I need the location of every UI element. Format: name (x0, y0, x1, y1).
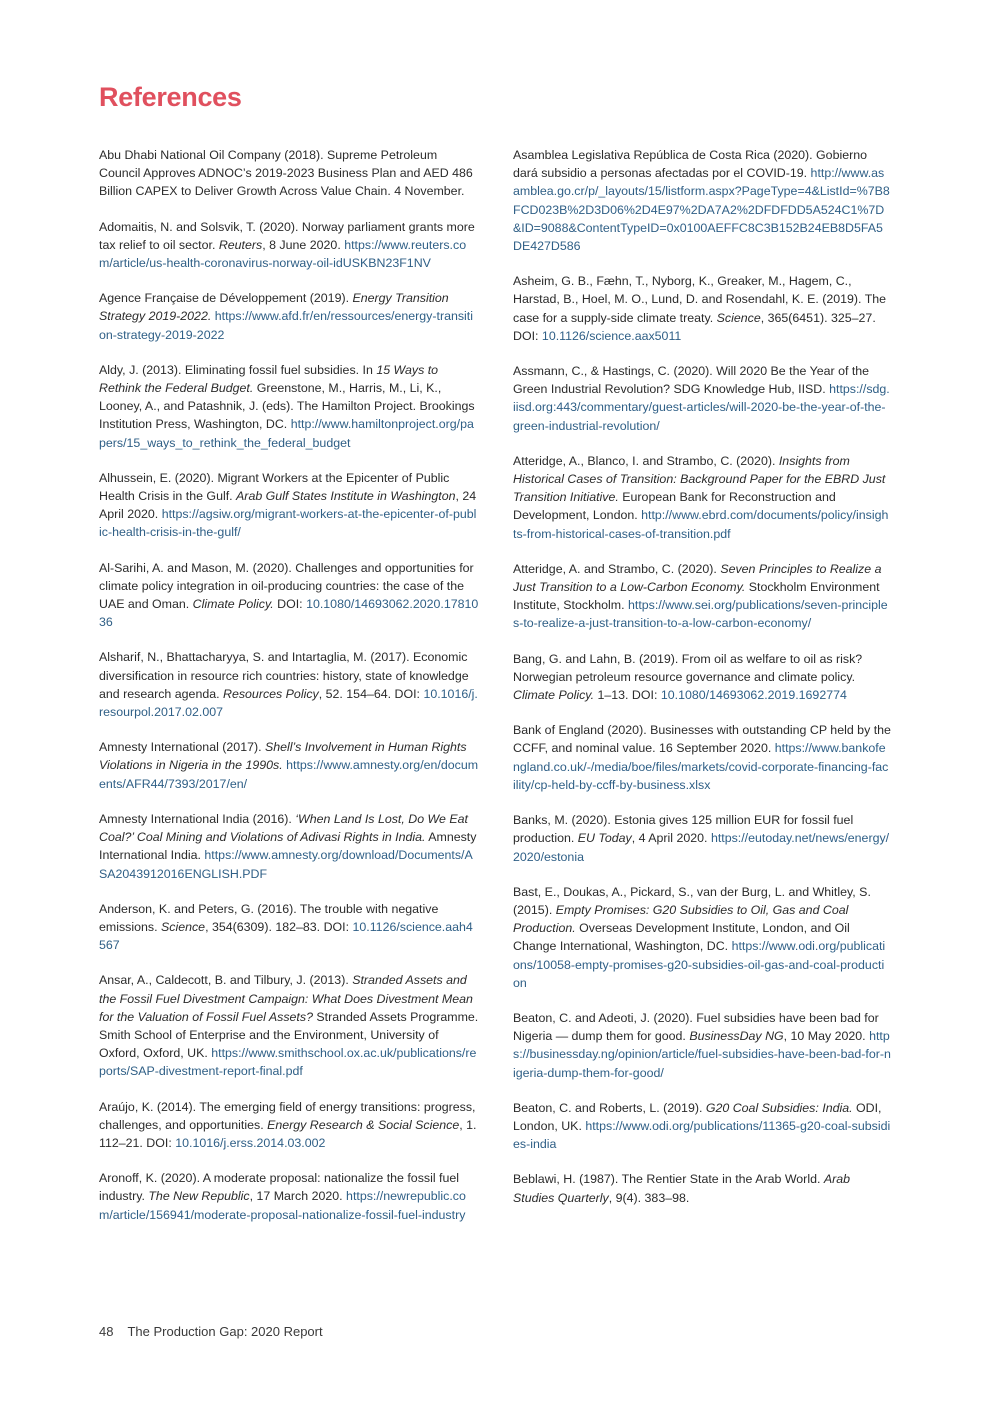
reference-entry: Amnesty International India (2016). ‘When Land Is Lost, Do We Eat Coal?’ Coal Mining and Violations of Adivasi Rights in India. Amnesty International India. https://www.amnesty.org/download/Documents/ASA2043912016ENGLISH.PDF (99, 811, 477, 881)
reference-link[interactable]: 10.1080/14693062.2020.1781036 (99, 597, 479, 630)
reference-link[interactable]: https://www.reuters.com/article/us-health-coronavirus-norway-oil-idUSKBN23F1NV (99, 237, 467, 271)
reference-link[interactable]: https://www.sei.org/publications/seven-principles-to-realize-a-just-transition-to-a-low-carbon-economy/ (513, 598, 888, 631)
reference-link[interactable]: https://www.odi.org/publications/10058-empty-promises-g20-subsidies-oil-gas-and-coal-production (513, 939, 886, 990)
reference-entry: Banks, M. (2020). Estonia gives 125 million EUR for fossil fuel production. EU Today, 4 April 2020. https://eutoday.net/news/energy/2020/estonia (513, 813, 890, 864)
reference-entry: Alhussein, E. (2020). Migrant Workers at the Epicenter of Public Health Crisis in the Gulf. Arab Gulf States Institute in Washington, 24 April 2020. https://agsiw.org/migrant-workers-at-the-epicenter-of-public-health-crisis-in-the-gulf/ (99, 470, 477, 540)
reference-entry: Beblawi, H. (1987). The Rentier State in the Arab World. Arab Studies Quarterly, 9(4). 383–98. (513, 1172, 851, 1205)
report-title: The Production Gap: 2020 Report (127, 1324, 323, 1339)
reference-link[interactable]: https://eutoday.net/news/energy/2020/estonia (513, 831, 890, 864)
reference-entry: Anderson, K. and Peters, G. (2016). The trouble with negative emissions. Science, 354(6309). 182–83. DOI: 10.1126/science.aah4567 (99, 901, 473, 953)
reference-link[interactable]: https://www.odi.org/publications/11365-g20-coal-subsidies-india (513, 1118, 891, 1152)
page-title: References (99, 82, 242, 112)
reference-link[interactable]: 10.1126/science.aax5011 (541, 328, 682, 343)
reference-entry: Aldy, J. (2013). Eliminating fossil fuel subsidies. In 15 Ways to Rethink the Federal Budget. Greenstone, M., Harris, M., Li, K., Looney, A., and Patashnik, J. (eds). The Hamilton Project. Brookings Institution Press, Washington, DC. http://www.hamiltonproject.org/papers/15_ways_to_rethink_the_federal_budget (99, 362, 475, 450)
reference-entry: Beaton, C. and Adeoti, J. (2020). Fuel subsidies have been bad for Nigeria — dump them for good. BusinessDay NG, 10 May 2020. https://businessday.ng/opinion/article/fuel-subsidies-have-been-bad-for-nigeria-dump-them-for-good/ (513, 1010, 891, 1080)
reference-entry: Bang, G. and Lahn, B. (2019). From oil as welfare to oil as risk? Norwegian petroleum resource governance and climate policy. Climate Policy. 1–13. DOI: 10.1080/14693062.2019.1692774 (513, 651, 863, 703)
reference-link[interactable]: https://agsiw.org/migrant-workers-at-the-epicenter-of-public-health-crisis-in-the-gulf/ (99, 507, 477, 540)
reference-link[interactable]: https://www.bankofengland.co.uk/-/media/boe/files/markets/covid-corporate-financing-facility/cp-held-by-ccff-by-business.xlsx (513, 741, 889, 792)
reference-link[interactable]: http://www.hamiltonproject.org/papers/15_ways_to_rethink_the_federal_budget (99, 417, 474, 450)
reference-entry: Bank of England (2020). Businesses with outstanding CP held by the CCFF, and nominal value. 16 September 2020. https://www.bankofengland.co.uk/-/media/boe/files/markets/covid-corporate-financing-facility/cp-held-by-ccff-by-business.xlsx (513, 723, 891, 792)
reference-entry: Al-Sarihi, A. and Mason, M. (2020). Challenges and opportunities for climate policy integration in oil-producing countries: the case of the UAE and Oman. Climate Policy. DOI: 10.1080/14693062.2020.1781036 (99, 560, 479, 630)
reference-link[interactable]: https://www.smithschool.ox.ac.uk/publications/reports/SAP-divestment-report-final.pdf (99, 1046, 477, 1079)
reference-link[interactable]: 10.1080/14693062.2019.1692774 (660, 688, 847, 703)
page-number: 48 (99, 1324, 114, 1339)
reference-entry: Bast, E., Doukas, A., Pickard, S., van der Burg, L. and Whitley, S. (2015). Empty Promises: G20 Subsidies to Oil, Gas and Coal Production. Overseas Development Institute, London, and Oil Change International, Washington, DC. https://www.odi.org/publications/10058-empty-promises-g20-subsidies-oil-gas-and-coal-production (513, 884, 886, 990)
reference-link[interactable]: https://newrepublic.com/article/156941/moderate-proposal-nationalize-fossil-fuel-industry (99, 1189, 466, 1222)
reference-link[interactable]: https://businessday.ng/opinion/article/fuel-subsidies-have-been-bad-for-nigeria-dump-them-for-good/ (513, 1029, 891, 1080)
references-column-left (99, 146, 479, 1241)
reference-entry: Assmann, C., & Hastings, C. (2020). Will 2020 Be the Year of the Green Industrial Revolution? SDG Knowledge Hub, IISD. https://sdg.iisd.org:443/commentary/guest-articles/will-2020-be-the-year-of-the-green-industrial-revolution/ (513, 364, 890, 433)
reference-entry: Ansar, A., Caldecott, B. and Tilbury, J. (2013). Stranded Assets and the Fossil Fuel Divestment Campaign: What Does Divestment Mean for the Valuation of Fossil Fuel Assets? Stranded Assets Programme. Smith School of Enterprise and the Environment, University of Oxford, Oxford, UK. https://www.smithschool.ox.ac.uk/publications/reports/SAP-divestment-report-final.pdf (99, 973, 479, 1079)
reference-entry: Atteridge, A., Blanco, I. and Strambo, C. (2020). Insights from Historical Cases of Transition: Background Paper for the EBRD Just Transition Initiative. European Bank for Reconstruction and Development, London. http://www.ebrd.com/documents/policy/insights-from-historical-cases-of-transition.pdf (513, 453, 889, 541)
reference-entry: Asheim, G. B., Fæhn, T., Nyborg, K., Greaker, M., Hagem, C., Harstad, B., Hoel, M. O., Lund, D. and Rosendahl, K. E. (2019). The case for a supply-side climate treaty. Science, 365(6451). 325–27. DOI: 10.1126/science.aax5011 (513, 274, 887, 343)
reference-entry: Agence Française de Développement (2019). Energy Transition Strategy 2019-2022. https://www.afd.fr/en/ressources/energy-transition-strategy-2019-2022 (99, 291, 473, 342)
reference-link[interactable]: 10.1126/science.aah4567 (99, 919, 473, 953)
reference-link[interactable]: https://www.amnesty.org/download/Documents/ASA2043912016ENGLISH.PDF (99, 848, 473, 881)
reference-link[interactable]: 10.1016/j.erss.2014.03.002 (175, 1135, 326, 1150)
reference-link[interactable]: http://www.asamblea.go.cr/p/_layouts/15/listform.aspx?PageType=4&ListId=%7B8FCD023B%2D3D06%2D4E97%2DA7A2%2DFDFDD5A524C1%7D&ID=9088&ContentTypeID=0x0100AEFFC8C3B152B24EB8D5FA5DE427D586 (513, 166, 890, 254)
references-column-right (513, 146, 891, 1224)
reference-entry: Aronoff, K. (2020). A moderate proposal: nationalize the fossil fuel industry. The New Republic, 17 March 2020. https://newrepublic.com/article/156941/moderate-proposal-nationalize-fossil-fuel-industry (99, 1171, 466, 1222)
reference-entry: Beaton, C. and Roberts, L. (2019). G20 Coal Subsidies: India. ODI, London, UK. https://www.odi.org/publications/11365-g20-coal-subsidies-india (513, 1100, 891, 1152)
reference-link[interactable]: http://www.ebrd.com/documents/policy/insights-from-historical-cases-of-transition.pdf (513, 508, 889, 541)
reference-link[interactable]: 10.1016/j.resourpol.2017.02.007 (99, 686, 478, 720)
reference-entry: Abu Dhabi National Oil Company (2018). Supreme Petroleum Council Approves ADNOC’s 2019-2023 Business Plan and AED 486 Billion CAPEX to Deliver Growth Across Value Chain. 4 November. (99, 148, 473, 199)
reference-entry: Alsharif, N., Bhattacharyya, S. and Intartaglia, M. (2017). Economic diversification in resource rich countries: history, state of knowledge and research agenda. Resources Policy, 52. 154–64. DOI: 10.1016/j.resourpol.2017.02.007 (99, 650, 478, 720)
reference-entry: Amnesty International (2017). Shell’s Involvement in Human Rights Violations in Nigeria in the 1990s. https://www.amnesty.org/en/documents/AFR44/7393/2017/en/ (99, 740, 479, 791)
reference-entry: Araújo, K. (2014). The emerging field of energy transitions: progress, challenges, and opportunities. Energy Research & Social Science, 1. 112–21. DOI: 10.1016/j.erss.2014.03.002 (99, 1099, 477, 1150)
reference-link[interactable]: https://www.afd.fr/en/ressources/energy-transition-strategy-2019-2022 (99, 309, 473, 342)
reference-entry: Adomaitis, N. and Solsvik, T. (2020). Norway parliament grants more tax relief to oil sector. Reuters, 8 June 2020. https://www.reuters.com/article/us-health-coronavirus-norway-oil-idUSKBN23F1NV (99, 219, 475, 271)
reference-link[interactable]: https://www.amnesty.org/en/documents/AFR44/7393/2017/en/ (99, 758, 479, 791)
reference-entry: Asamblea Legislativa República de Costa Rica (2020). Gobierno dará subsidio a personas afectadas por el COVID-19. http://www.asamblea.go.cr/p/_layouts/15/listform.aspx?PageType=4&ListId=%7B8FCD023B%2D3D06%2D4E97%2DA7A2%2DFDFDD5A524C1%7D&ID=9088&ContentTypeID=0x0100AEFFC8C3B152B24EB8D5FA5DE427D586 (513, 148, 890, 254)
reference-entry: Atteridge, A. and Strambo, C. (2020). Seven Principles to Realize a Just Transition to a Low-Carbon Economy. Stockholm Environment Institute, Stockholm. https://www.sei.org/publications/seven-principles-to-realize-a-just-transition-to-a-low-carbon-economy/ (513, 561, 888, 631)
page-footer (99, 1324, 323, 1339)
reference-link[interactable]: https://sdg.iisd.org:443/commentary/guest-articles/will-2020-be-the-year-of-the-green-industrial-revolution/ (513, 382, 890, 433)
